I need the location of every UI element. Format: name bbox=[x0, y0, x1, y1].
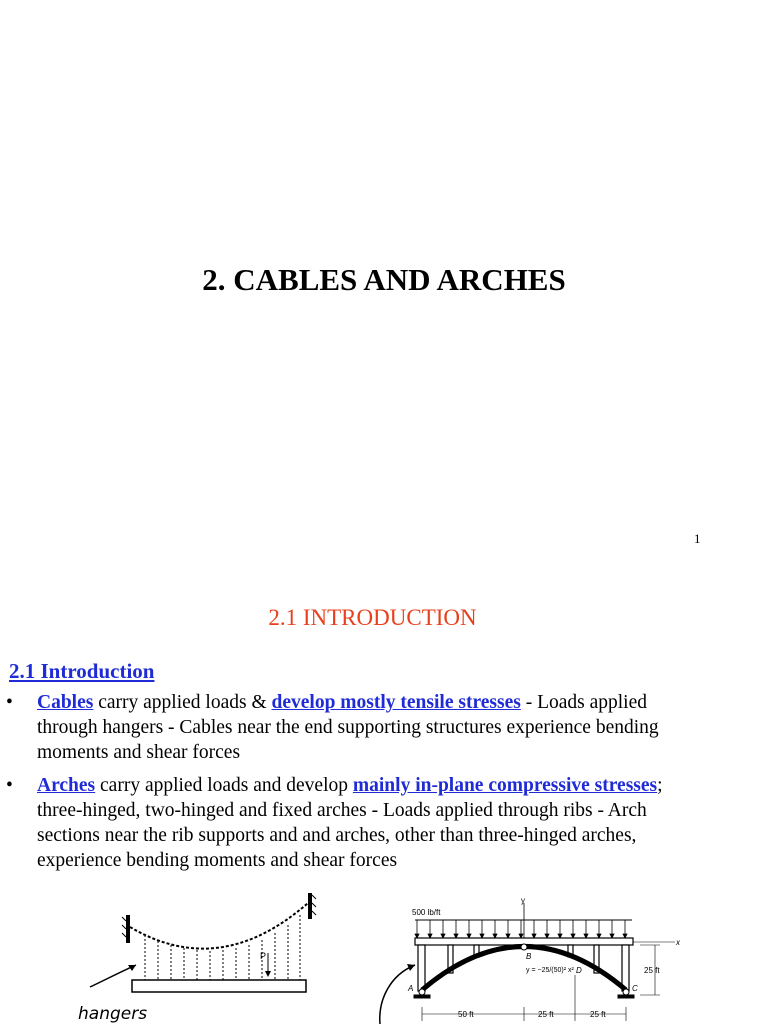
arch-equation: y = −25/(50)² x² bbox=[526, 967, 574, 974]
bullet-text bbox=[37, 773, 737, 873]
inline-text: through hangers - Cables near the end supporting structures experience bending bbox=[37, 717, 659, 738]
load-label: P bbox=[260, 951, 267, 961]
bullet-text bbox=[37, 690, 737, 765]
point-d-label: D bbox=[576, 966, 582, 975]
deck bbox=[132, 980, 306, 992]
chapter-title: 2. CABLES AND ARCHES bbox=[202, 262, 566, 297]
pointer-arrow bbox=[90, 965, 136, 987]
bullet-line bbox=[37, 740, 737, 765]
subsection-title: 2.1 Introduction bbox=[9, 659, 155, 683]
inline-text: sections near the rib supports and and arches, other than three-hinged arches, bbox=[37, 825, 637, 846]
dim-mid-label: 25 ft bbox=[538, 1010, 554, 1019]
bullet-line bbox=[37, 823, 737, 848]
distributed-load-label: 500 lb/ft bbox=[412, 908, 441, 917]
inline-link[interactable]: Cables bbox=[37, 692, 94, 713]
section-heading: 2.1 INTRODUCTION bbox=[268, 605, 477, 630]
dim-right-label: 25 ft bbox=[590, 1010, 606, 1019]
bullet-marker: • bbox=[6, 692, 13, 713]
inline-link[interactable]: Arches bbox=[37, 775, 96, 796]
bullet-line bbox=[37, 848, 737, 873]
arch-figure bbox=[370, 895, 690, 1024]
inline-text: moments and shear forces bbox=[37, 742, 241, 763]
left-support bbox=[126, 915, 130, 943]
point-b-label: B bbox=[526, 952, 532, 961]
bullet-marker: • bbox=[6, 775, 13, 796]
y-axis-label: y bbox=[521, 896, 525, 905]
inline-text: carry applied loads and develop bbox=[95, 775, 353, 796]
point-a-label: A bbox=[408, 984, 414, 993]
inline-text: carry applied loads & bbox=[93, 692, 272, 713]
right-support bbox=[308, 893, 312, 919]
inline-text: experience bending moments and shear forces bbox=[37, 850, 398, 871]
x-axis-label: x bbox=[676, 938, 680, 947]
dim-left-label: 50 ft bbox=[458, 1010, 474, 1019]
hangers-handwritten-label: hangers bbox=[78, 1004, 148, 1024]
inline-text: - Loads applied bbox=[520, 692, 647, 713]
pointer-arrow bbox=[380, 965, 415, 1024]
inline-text: three-hinged, two-hinged and fixed arches - Loads applied through ribs - Arch bbox=[37, 800, 647, 821]
crown-hinge bbox=[521, 944, 527, 950]
bullet-line bbox=[37, 715, 737, 740]
rise-dimension-label: 25 ft bbox=[644, 966, 660, 975]
inline-text: ; bbox=[657, 775, 663, 796]
bullet-line bbox=[37, 690, 737, 715]
load-arrows bbox=[415, 920, 627, 938]
cable-figure bbox=[70, 885, 330, 1024]
bullet-line bbox=[37, 798, 737, 823]
point-c-label: C bbox=[632, 984, 638, 993]
inline-link[interactable]: develop mostly tensile stresses bbox=[271, 692, 521, 713]
bullet-line bbox=[37, 773, 737, 798]
inline-link[interactable]: mainly in-plane compressive stresses bbox=[352, 775, 658, 796]
page-number: 1 bbox=[694, 531, 701, 546]
cable-curve bbox=[130, 903, 308, 949]
arch-supports bbox=[414, 989, 634, 998]
